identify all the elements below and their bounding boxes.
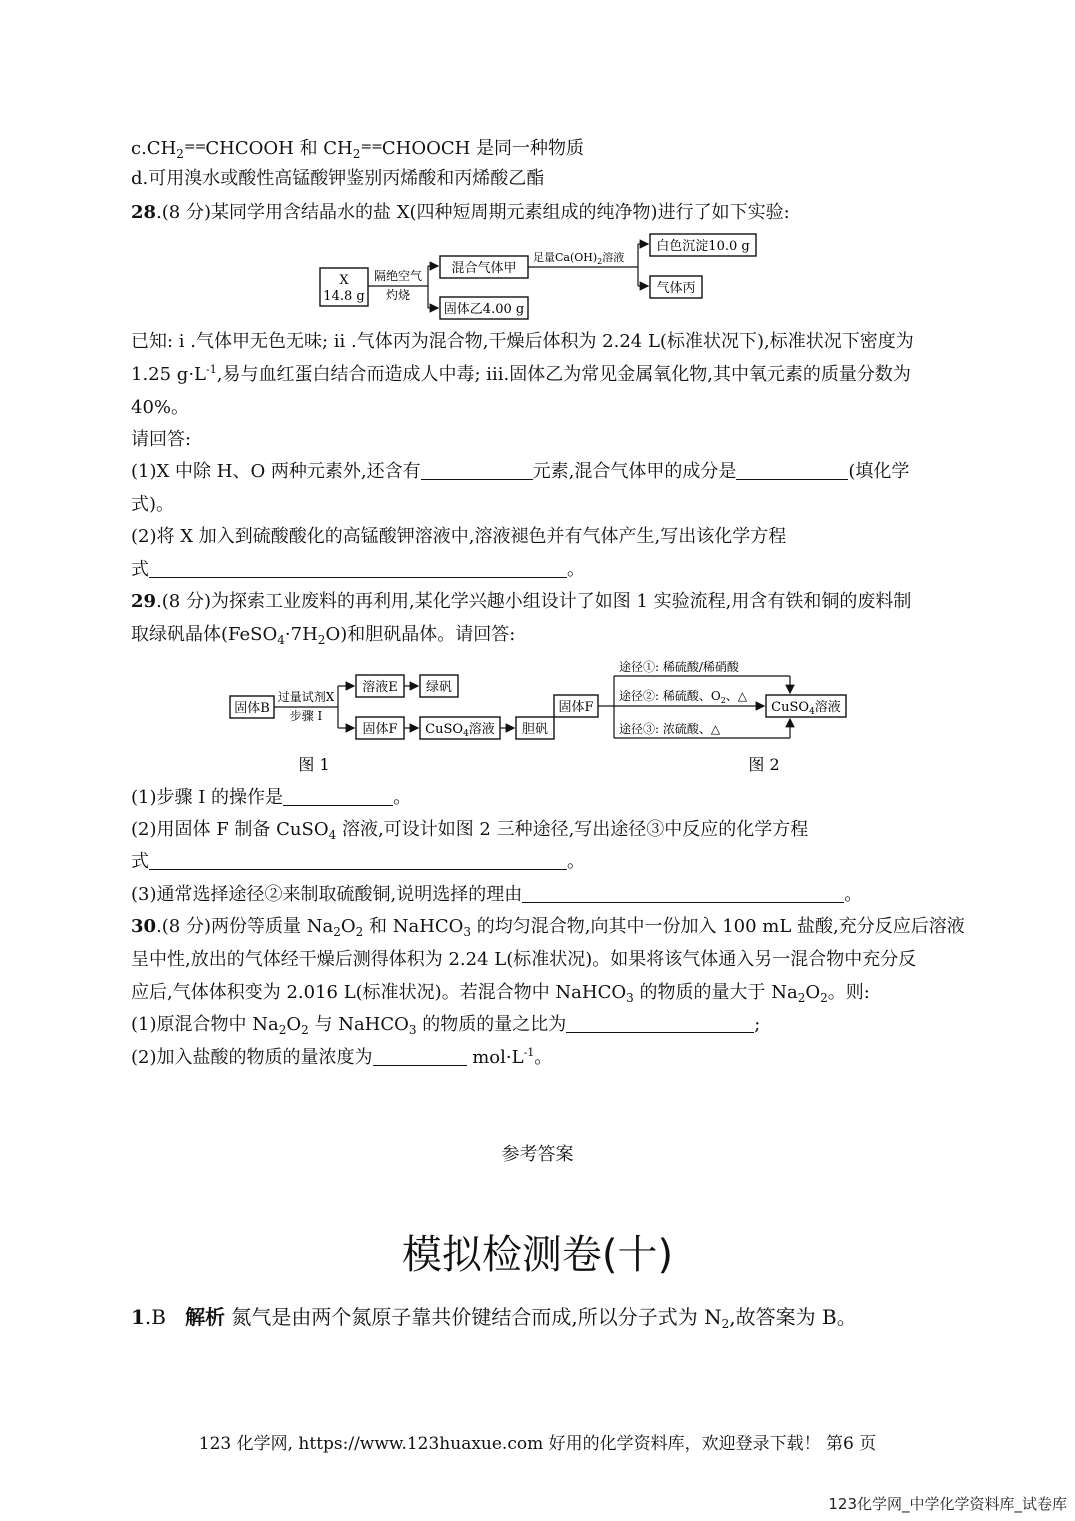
q28-flow-diagram [310, 228, 770, 324]
answer-blank[interactable] [149, 851, 567, 870]
q29-part3: (3)通常选择途径②来制取硫酸铜,说明选择的理由 。 [131, 884, 863, 905]
answer-blank[interactable] [149, 559, 567, 578]
svg-text:灼烧: 灼烧 [385, 288, 411, 302]
answer-blank[interactable] [373, 1047, 467, 1066]
q28-known-1: 已知: i .气体甲无色无味; ii .气体丙为混合物,干燥后体积为 2.24 L(标准状况下),标准状况下密度为 [131, 331, 914, 352]
answer-blank[interactable] [283, 787, 393, 806]
svg-text:图 2: 图 2 [748, 755, 780, 774]
svg-text:固体乙4.00 g: 固体乙4.00 g [443, 302, 525, 317]
svg-text:CuSO4溶液: CuSO$_4$溶液 [771, 700, 841, 717]
q29-stem-2: 取绿矾晶体$(FeSO_4\cdot 7H_2O)$和胆矾晶体。请回答: [131, 624, 516, 647]
q29-part1: (1)步骤 I 的操作是 。 [131, 787, 412, 808]
svg-text:14.8 g: 14.8 g [323, 289, 365, 304]
svg-text:固体B: 固体B [234, 701, 270, 716]
q28-part1: (1)X 中除 H、O 两种元素外,还含有 元素,混合气体甲的成分是 (填化学 [131, 461, 910, 482]
q30-part1: (1)原混合物中 $Na_2O_2$ 与 NaHCO$_3$ 的物质的量之比为 ; [131, 1014, 761, 1037]
q28-known-3: 40%。 [131, 397, 190, 418]
svg-text:途径①: 稀硫酸/稀硝酸: 途径①: 稀硫酸/稀硝酸 [619, 660, 739, 674]
svg-text:固体F: 固体F [558, 700, 594, 715]
svg-text:图 1: 图 1 [298, 755, 330, 774]
svg-text:胆矾: 胆矾 [521, 722, 549, 737]
svg-text:X: X [339, 273, 349, 288]
q28-part2: (2)将 X 加入到硫酸酸化的高锰酸钾溶液中,溶液褪色并有气体产生,写出该化学方程 [131, 526, 787, 547]
answer-blank[interactable] [736, 461, 848, 480]
q30-stem-3: 应后,气体体积变为 2.016 L(标准状况)。若混合物中 NaHCO$_3$ 的物质的量大于 $Na_2O_2$。则: [131, 982, 870, 1005]
answer-blank[interactable] [566, 1014, 754, 1033]
option-d: d.可用溴水或酸性高锰酸钾鉴别丙烯酸和丙烯酸乙酯 [131, 168, 545, 189]
q28-stem: 28.(8 分)某同学用含结晶水的盐 X(四种短周期元素组成的纯净物)进行了如下实验: [131, 202, 790, 223]
q29-part2-blank-line: 式 。 [131, 851, 585, 872]
page-title: 模拟检测卷(十) [401, 1232, 674, 1278]
svg-text:途径③: 浓硫酸、△: 途径③: 浓硫酸、△ [619, 722, 721, 736]
watermark: 123化学网_中学化学资料库_试卷库 [828, 1495, 1067, 1513]
answer-1: 1.B 解析 氮气是由两个氮原子靠共价键结合而成,所以分子式为 $N_2$,故答案为 B。 [131, 1305, 857, 1331]
q29-part2: (2)用固体 F 制备 CuSO$_4$ 溶液,可设计如图 2 三种途径,写出途径③中反应的化学方程 [131, 819, 809, 842]
q28-part1-end: 式)。 [131, 494, 175, 515]
svg-text:足量Ca(OH)2溶液: 足量$Ca(OH)_2$溶液 [533, 251, 625, 266]
svg-text:绿矾: 绿矾 [425, 680, 453, 695]
svg-text:混合气体甲: 混合气体甲 [451, 261, 517, 276]
q29-figure-1 [226, 662, 556, 780]
q30-stem-2: 呈中性,放出的气体经干燥后测得体积为 2.24 L(标准状况)。如果将该气体通入另一混合物中充分反 [131, 949, 917, 970]
svg-text:气体丙: 气体丙 [656, 281, 696, 296]
q28-known-2: 1.25 $g\cdot L^{-1}$,易与血红蛋白结合而造成人中毒; iii.固体乙为常见金属氧化物,其中氧元素的质量分数为 [131, 363, 911, 385]
q28-ask: 请回答: [131, 429, 192, 450]
answers-heading: 参考答案 [501, 1144, 574, 1165]
q28-part2-blank-line: 式 。 [131, 559, 585, 580]
answer-blank[interactable] [522, 884, 844, 903]
svg-text:溶液E: 溶液E [362, 680, 398, 695]
answer-blank[interactable] [421, 461, 533, 480]
svg-text:白色沉淀10.0 g: 白色沉淀10.0 g [656, 239, 750, 254]
svg-text:固体F: 固体F [362, 722, 398, 737]
svg-text:隔绝空气: 隔绝空气 [373, 269, 423, 283]
q29-stem: 29.(8 分)为探索工业废料的再利用,某化学兴趣小组设计了如图 1 实验流程,用含有铁和铜的废料制 [131, 591, 912, 612]
page-footer: 123 化学网, https://www.123huaxue.com 好用的化学资料库，欢迎登录下载！ 第6 页 [198, 1434, 877, 1454]
option-c: $c.CH_2==CHCOOH$ 和 $CH_2==CHOOCH$ 是同一种物质 [131, 138, 585, 161]
q30-stem-1: 30.(8 分)两份等质量 $Na_2O_2$ 和 NaHCO$_3$ 的均匀混合物,向其中一份加入 100 mL 盐酸,充分反应后溶液 [131, 916, 965, 939]
svg-text:过量试剂X: 过量试剂X [277, 690, 335, 704]
q29-figure-2 [550, 652, 880, 780]
q30-part2: (2)加入盐酸的物质的量浓度为 $mol\cdot L^{-1}$。 [131, 1046, 553, 1068]
svg-text:步骤 I: 步骤 I [289, 709, 323, 723]
svg-text:途径②: 稀硫酸、O2、△: 途径②: 稀硫酸、$O_2$、△ [619, 689, 748, 705]
svg-text:CuSO4溶液: CuSO$_4$溶液 [425, 722, 495, 739]
